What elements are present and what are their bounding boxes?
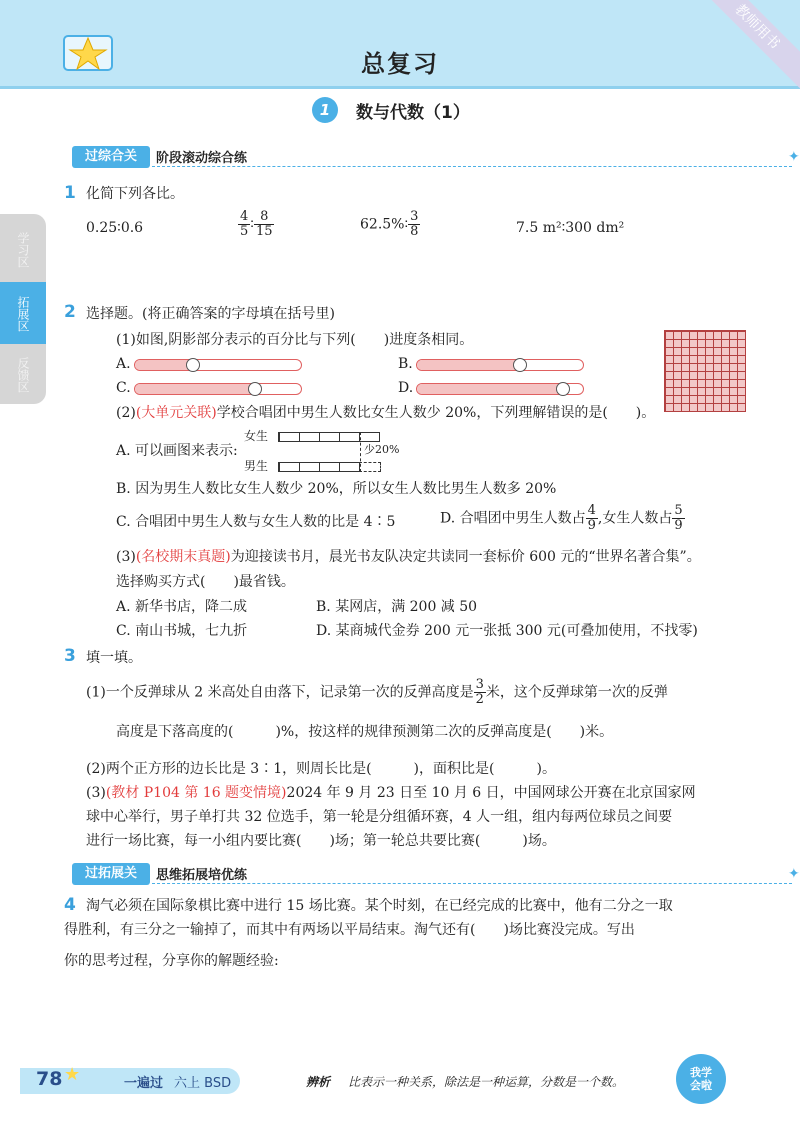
q2-p2-option-d: D. 合唱团中男生人数占 $\frac{4}{9}$ ,女生人数占 $\frac{5}{9}$ (440, 503, 683, 533)
progress-bar-c (134, 383, 302, 395)
girl-label: 女生 (244, 429, 269, 443)
progress-bar-a (134, 359, 302, 371)
q2-part3-text2: 选择购买方式( )最省钱。 (116, 574, 295, 590)
progress-bar-b (416, 359, 584, 371)
less-label: 少20% (364, 443, 400, 456)
band-tag: 过综合关 (72, 146, 150, 168)
question-prompt: 选择题。(将正确答案的字母填在括号里) (86, 306, 335, 322)
diagram-divider (360, 432, 361, 472)
question-number: 4 (64, 895, 76, 915)
option-label: D. (398, 380, 414, 396)
q2-part1-text: (1)如图,阴影部分表示的百分比与下列( )进度条相同。 (116, 332, 474, 348)
q3-part3: (3)(教材 P104 第 16 题变情境)2024 年 9 月 23 日至 10 月 6 日，中国网球公开赛在北京国家网 (86, 785, 696, 801)
q2-p3-option-a: A. 新华书店，降二成 (116, 599, 248, 615)
q3-part3-line3: 进行一场比赛，每一小组内要比赛( )场；第一轮总共要比赛( )场。 (86, 833, 556, 849)
star-logo-icon: ★ (64, 1064, 81, 1085)
badge-icon (676, 1054, 726, 1104)
band-divider (152, 883, 792, 884)
q2-p2-option-a: A. 可以画图来表示: (116, 443, 238, 459)
ratio-item-d: 7.5 m²∶300 dm² (516, 220, 625, 236)
q2-p2-option-b: B. 因为男生人数比女生人数少 20%，所以女生人数比男生人数多 20% (116, 481, 557, 497)
ratio-item-a: 0.25∶0.6 (86, 220, 144, 236)
question-number: 1 (64, 183, 76, 203)
hundred-grid (664, 330, 746, 412)
star-icon: ✦ (788, 149, 800, 165)
band-tag: 过拓展关 (72, 863, 150, 885)
q2-p3-option-c: C. 南山书城，七九折 (116, 623, 248, 639)
boy-missing-segment (359, 462, 381, 472)
band-subtitle: 思维拓展培优练 (156, 868, 248, 883)
option-label: A. (116, 356, 131, 372)
progress-bar-d (416, 383, 584, 395)
page-number: 78 (36, 1068, 63, 1090)
q3-part3-line2: 球中心举行，男子单打共 32 位选手，第一轮是分组循环赛，4 人一组，组内每两位球员之间要 (86, 809, 673, 825)
section-title: 数与代数（1） (356, 103, 470, 123)
ratio-item-c: 62.5%∶ $\frac{3}{8}$ (360, 209, 419, 239)
badge-text: 我学会啦 (690, 1066, 712, 1092)
option-label: C. (116, 380, 131, 396)
q3-part1: (1)一个反弹球从 2 米高处自由落下，记录第一次的反弹高度是 $\frac{3}{2}$ 米，这个反弹球第一次的反弹 (86, 677, 668, 707)
ratio-item-b: $\frac{4}{5}$ ∶ $\frac{8}{15}$ (240, 209, 273, 239)
option-label: B. (398, 356, 413, 372)
band-comprehensive (72, 146, 800, 168)
q4-line2: 得胜利，有三分之一输掉了，而其中有两场以平局结束。淘气还有( )场比赛没完成。写出 (64, 922, 635, 938)
q4-line1: 淘气必须在国际象棋比赛中进行 15 场比赛。某个时刻，在已经完成的比赛中，他有二分之一取 (86, 898, 673, 914)
boy-label: 男生 (244, 459, 269, 473)
header-divider (0, 86, 800, 89)
note-label: 辨析 (306, 1075, 331, 1089)
q2-part3-text: (3)(名校期末真题)为迎接读书月，晨光书友队决定共读同一套标价 600 元的“世界名著合集”。 (116, 549, 701, 565)
q2-part2-text: (2)(大单元关联)学校合唱团中男生人数比女生人数少 20%，下列理解错误的是( )。 (116, 405, 656, 421)
footer-note: 比表示一种关系，除法是一种运算，分数是一个数。 (348, 1075, 625, 1089)
boy-segment-bar (278, 462, 360, 472)
question-prompt: 化简下列各比。 (86, 186, 184, 202)
side-tab-feedback[interactable]: 反馈区 (16, 357, 30, 393)
question-prompt: 填一填。 (86, 650, 142, 666)
q4-line3: 你的思考过程，分享你的解题经验: (64, 953, 279, 969)
side-tab-study[interactable]: 学习区 (16, 232, 30, 268)
section-number: 1 (312, 97, 338, 123)
question-number: 2 (64, 302, 76, 322)
brand-name: 一遍过 (124, 1076, 164, 1091)
q3-part2: (2)两个正方形的边长比是 3∶1，则周长比是( )，面积比是( )。 (86, 761, 556, 777)
star-icon: ✦ (788, 866, 800, 882)
band-extension (72, 863, 800, 885)
q2-p3-option-d: D. 某商城代金券 200 元一张抵 300 元(可叠加使用，不找零) (316, 623, 698, 639)
q2-p3-option-b: B. 某网店，满 200 减 50 (316, 599, 478, 615)
band-subtitle: 阶段滚动综合练 (156, 151, 248, 166)
q2-p2-option-c: C. 合唱团中男生人数与女生人数的比是 4∶5 (116, 514, 396, 530)
side-tab-extend[interactable]: 拓展区 (16, 296, 30, 332)
q3-part1-line2: 高度是下落高度的( )%，按这样的规律预测第二次的反弹高度是( )米。 (116, 724, 614, 740)
grade-label: 六上 BSD (174, 1076, 232, 1091)
page-title: 总复习 (361, 50, 439, 78)
question-number: 3 (64, 646, 76, 666)
band-divider (152, 166, 792, 167)
corner-ribbon: 教师用书 (695, 0, 800, 89)
